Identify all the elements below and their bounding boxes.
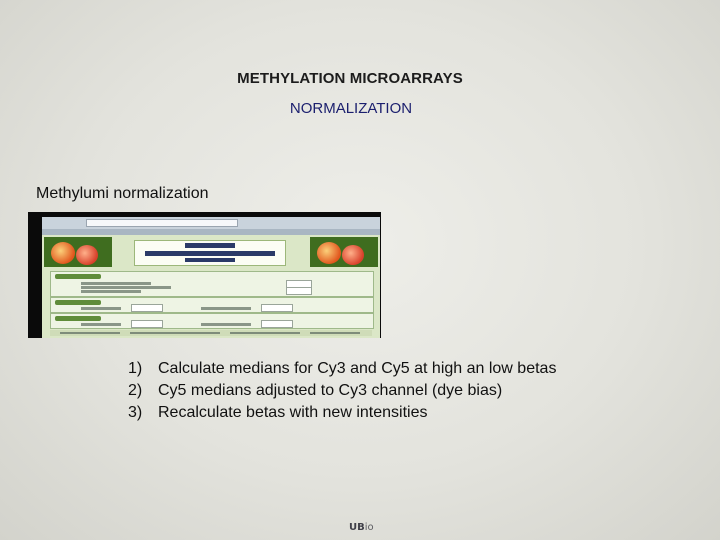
grapefruit-image-left <box>44 237 112 267</box>
list-item <box>128 380 556 402</box>
step-text: Recalculate betas with new intensities <box>158 404 428 421</box>
list-item <box>128 402 556 424</box>
pomelo-screenshot-image <box>28 212 381 338</box>
step-number: 2) <box>128 382 143 399</box>
panel-header <box>55 300 101 305</box>
panel-header <box>55 274 101 279</box>
web-app-area <box>42 235 380 338</box>
grapefruit-image-right <box>310 237 378 267</box>
section-label: Methylumi normalization <box>36 185 209 202</box>
test-options-panel <box>50 297 374 313</box>
ubio-logo <box>349 522 374 533</box>
steps-list <box>128 358 556 424</box>
step-text: Calculate medians for Cy3 and Cy5 at high an low betas <box>158 360 557 377</box>
address-bar <box>86 219 238 227</box>
step-number: 1) <box>128 360 143 377</box>
app-banner-logo <box>134 240 286 266</box>
output-options-panel <box>50 313 374 329</box>
panel-header <box>55 316 101 321</box>
step-text: Cy5 medians adjusted to Cy3 channel (dye bias) <box>158 382 503 399</box>
slide-title: METHYLATION MICROARRAYS <box>237 70 463 87</box>
step-number: 3) <box>128 404 143 421</box>
slide-subtitle: NORMALIZATION <box>289 100 413 117</box>
list-item <box>128 358 556 380</box>
upload-data-panel <box>50 271 374 297</box>
logo-strong-text: UB <box>349 522 365 533</box>
logo-rest-text: io <box>364 522 374 533</box>
app-footer-bar <box>50 330 372 336</box>
